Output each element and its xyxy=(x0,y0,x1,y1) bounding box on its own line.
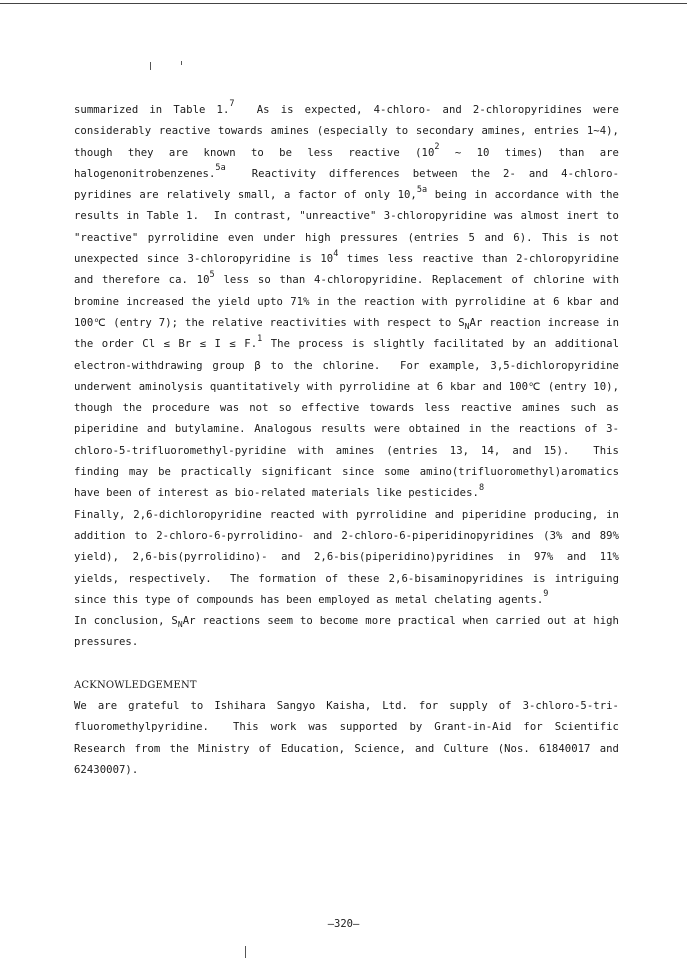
acknowledgement-text: We are grateful to Ishihara Sangyo Kaisha, Ltd. for supply of 3-chloro-5-tri-fluoromethylpyridine. This work was supported by Grant-in-Aid for Scientific Research from the Ministry of Education, Science, and Culture (Nos. 61840017 and 62430007). xyxy=(74,700,626,776)
superscript: 4 xyxy=(333,248,339,259)
superscript: 8 xyxy=(478,482,485,493)
top-border-line xyxy=(0,3,687,4)
scan-speck xyxy=(245,946,246,958)
document-body xyxy=(74,99,626,781)
superscript: 1 xyxy=(257,333,263,344)
superscript: 5a xyxy=(215,163,226,174)
paragraph-2: Finally, 2,6-dichloropyridine reacted with pyrrolidine and piperidine producing, in addition to 2-chloro-6-pyrrolidino- and 2-chloro-6-piperidinopyridines (3% and 89% yield), 2,6-bis(pyrrolidino)- and 2,6-bis(piperidino)pyridines in 97% and 11% yields, respectively. The formation of these 2,6-bisaminopyridines is intriguing since this type of compounds has been employed as metal chelating agents.$^9$ xyxy=(74,508,626,606)
superscript: 9 xyxy=(543,589,549,600)
superscript: 2 xyxy=(434,142,440,153)
superscript: 5a xyxy=(416,184,428,195)
scan-speck xyxy=(150,62,151,70)
scan-speck xyxy=(181,61,182,65)
paragraph-1: summarized in Table 1.$^7$ As is expected, 4-chloro- and 2-chloropyridines were considerably reactive towards amines (especially to secondary amines, entries 1~4), though they are known to be less reactive ($10^2$ ~ 10 times) than are halogenonitrobenzenes.$^{5a}$ Reactivity differences between the 2- and 4-chloro-pyridines are relatively small, a factor of only 10,$^{5a}$ being in accordance with the results in Table 1. In contrast, "unreactive" 3-chloropyridine was almost inert to "reactive" pyrrolidine even under high pressures (entries 5 and 6). This is not unexpected since 3-chloropyridine is $10^4$ times less reactive than 2-chloropyridine and therefore ca. $10^5$ less so than 4-chloropyridine. Replacement of chlorine with bromine increased the yield upto 71% in the reaction with pyrrolidine at 6 kbar and 100℃ (entry 7); the relative reactivities with respect to $S_NAr$ reaction increase in the order Cl ≤ Br ≤ I ≤ F.$^1$ The process is slightly facilitated by an additional electron-withdrawing group β to the chlorine. For example, 3,5-dichloropyridine underwent aminolysis quantitatively with pyrrolidine at 6 kbar and 100℃ (entry 10), though the procedure was not so effective towards less reactive amines such as piperidine and butylamine. Analogous results were obtained in the reactions of 3-chloro-5-trifluoromethyl-pyridine with amines (entries 13, 14, and 15). This finding may be practically significant since some amino(trifluoromethyl)aromatics have been of interest as bio-related materials like pesticides.$^8$ xyxy=(74,99,626,500)
acknowledgement-heading: ACKNOWLEDGEMENT xyxy=(74,679,197,691)
superscript: 7 xyxy=(229,99,235,110)
page-number: —320— xyxy=(327,918,360,930)
paragraphs xyxy=(74,99,626,654)
subscript: N xyxy=(464,322,470,332)
superscript: 5 xyxy=(209,269,215,280)
subscript: N xyxy=(177,620,183,630)
paragraph-3: In conclusion, $S_NAr$ reactions seem to become more practical when carried out at high pressures. xyxy=(74,615,626,649)
